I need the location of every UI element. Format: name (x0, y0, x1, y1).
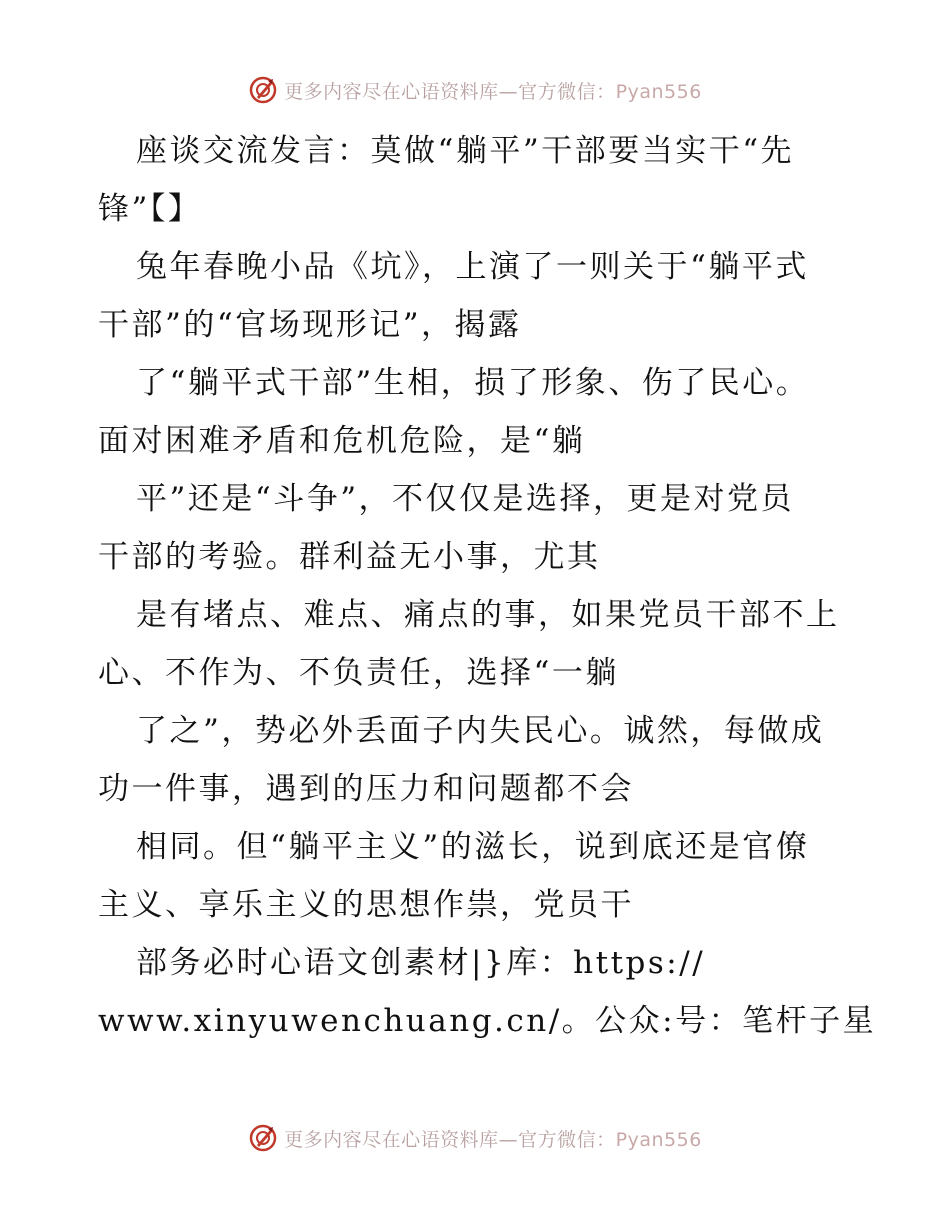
doc-line: 面对困难矛盾和危机危险，是“躺 (98, 423, 586, 459)
doc-line: 平”还是“斗争”，不仅仅是选择，更是对党员 (136, 481, 795, 517)
header-banner-text (284, 77, 702, 104)
doc-line: 主义、享乐主义的思想作祟，党员干 (98, 887, 634, 923)
footer-banner-id: Pyan556 (615, 1128, 702, 1151)
doc-line: 部务必时心语文创素材|}库：https:// (136, 945, 706, 981)
document-body (98, 122, 877, 1050)
doc-line: 心、不作为、不负责任，选择“一躺 (98, 655, 619, 691)
header-banner-id: Pyan556 (615, 80, 702, 103)
footer-banner-text (284, 1125, 702, 1152)
doc-line: 兔年春晚小品《坑》，上演了一则关于“躺平式 (136, 249, 809, 285)
header-banner (0, 72, 950, 108)
doc-line: 了“躺平式干部”生相，损了形象、伤了民心。 (136, 365, 810, 401)
footer-banner (0, 1120, 950, 1156)
doc-line-url: www.xinyuwenchuang.cn/。公众:号：笔杆子星 (98, 1003, 877, 1039)
doc-line: 了之”，势必外丢面子内失民心。诚然，每做成 (136, 713, 825, 749)
doc-line: 功一件事，遇到的压力和问题都不会 (98, 771, 634, 807)
doc-line: 座谈交流发言：莫做“躺平”干部要当实干“先 (136, 133, 795, 169)
footer-banner-cn: 更多内容尽在心语资料库—官方微信： (284, 1128, 616, 1151)
doc-line: 干部的考验。群利益无小事，尤其 (98, 539, 601, 575)
doc-line: 相同。但“躺平主义”的滋长，说到底还是官僚 (136, 829, 810, 865)
doc-line: 锋”【】 (98, 191, 202, 227)
logo-icon (248, 75, 278, 105)
logo-icon (248, 1123, 278, 1153)
doc-line: 是有堵点、难点、痛点的事，如果党员干部不上 (136, 597, 840, 633)
header-banner-cn: 更多内容尽在心语资料库—官方微信： (284, 80, 616, 103)
doc-line: 干部”的“官场现形记”，揭露 (98, 307, 522, 343)
